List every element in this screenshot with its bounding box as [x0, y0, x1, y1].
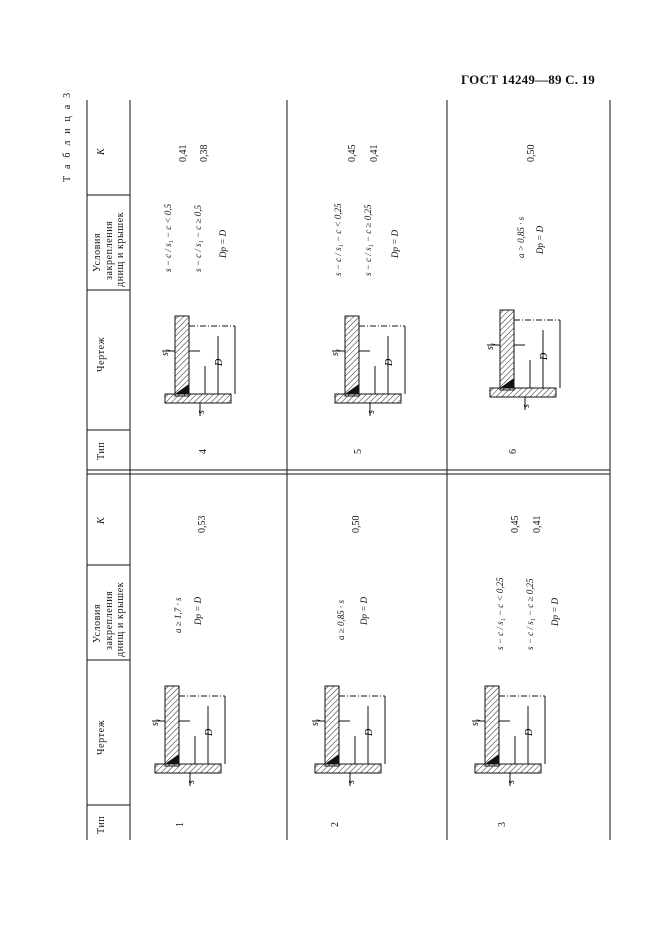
drawing-label-s: s	[521, 404, 532, 408]
drawing-label-s1: s₁	[160, 348, 171, 356]
k-3-b: 0,41	[532, 515, 543, 533]
type-3: 3	[497, 822, 508, 827]
document-header: ГОСТ 14249—89 С. 19	[461, 72, 595, 87]
header-type-top: Тип	[96, 441, 107, 460]
cond-3-3: Dр = D	[550, 597, 560, 626]
header-conditions-bottom-1: Условия	[92, 603, 103, 643]
k-3-a: 0,45	[510, 515, 521, 533]
cond-4-2: s − c / s₁ − c ≥ 0,5	[193, 205, 203, 272]
header-conditions-bottom-2: закрепления	[104, 590, 115, 650]
type-6: 6	[508, 449, 519, 454]
cond-3-1: s − c / s₁ − c < 0,25	[495, 577, 505, 650]
k-4-b: 0,38	[199, 144, 210, 162]
type-4: 4	[198, 449, 209, 454]
engineering-drawing-6	[470, 686, 545, 786]
k-1: 0,53	[197, 515, 208, 533]
cond-4-1: s − c / s₁ − c < 0,5	[163, 203, 173, 272]
engineering-drawing-2	[330, 316, 405, 416]
k-2: 0,50	[351, 515, 362, 533]
type-2: 2	[330, 822, 341, 827]
drawing-label-s1: s₁	[485, 342, 496, 350]
engineering-drawing-5	[310, 686, 385, 786]
drawing-label-d: D	[204, 728, 215, 736]
cond-5-3: Dр = D	[390, 229, 400, 258]
k-6: 0,50	[526, 144, 537, 162]
engineering-drawing-3	[485, 310, 560, 410]
engineering-drawing-1	[160, 316, 235, 416]
drawing-label-s: s	[366, 410, 377, 414]
type-5: 5	[353, 449, 364, 454]
header-conditions-top-2: закрепления	[104, 220, 115, 280]
drawing-label-s1: s₁	[150, 718, 161, 726]
cond-1-2: Dр = D	[193, 596, 203, 625]
drawing-label-s: s	[346, 780, 357, 784]
k-5-b: 0,41	[369, 144, 380, 162]
cond-2-1: a ≥ 0,85 · s	[336, 600, 346, 640]
header-conditions-top-1: Условия	[92, 232, 103, 272]
cond-6-2: Dр = D	[535, 225, 545, 254]
cond-6-1: a > 0,85 · s	[516, 216, 526, 258]
drawing-label-d: D	[384, 358, 395, 366]
drawing-label-d: D	[364, 728, 375, 736]
header-k-top: K	[96, 147, 107, 155]
type-1: 1	[175, 822, 186, 827]
header-conditions-top-3: днищ и крышек	[115, 211, 126, 287]
drawing-label-s1: s₁	[310, 718, 321, 726]
header-k-bottom: K	[96, 516, 107, 524]
drawing-label-s1: s₁	[470, 718, 481, 726]
drawing-label-s: s	[186, 780, 197, 784]
engineering-drawing-4	[150, 686, 225, 786]
cond-4-3: Dр = D	[218, 229, 228, 258]
k-4-a: 0,41	[178, 144, 189, 162]
k-5-a: 0,45	[347, 144, 358, 162]
drawing-label-d: D	[214, 358, 225, 366]
drawing-label-d: D	[524, 728, 535, 736]
cond-2-2: Dр = D	[359, 596, 369, 625]
table-caption: Т а б л и ц а 3	[62, 90, 73, 182]
header-conditions-bottom-3: днищ и крышек	[115, 581, 126, 657]
cond-5-2: s − c / s₁ − c ≥ 0,25	[363, 204, 373, 276]
drawing-label-s: s	[506, 780, 517, 784]
drawing-label-d: D	[539, 352, 550, 360]
cond-1-1: a ≥ 1,7 · s	[173, 597, 183, 633]
cond-3-2: s − c / s₁ − c ≥ 0,25	[525, 578, 535, 650]
drawing-label-s: s	[196, 410, 207, 414]
header-type-bottom: Тип	[96, 815, 107, 834]
header-drawing-bottom: Чертеж	[96, 719, 107, 755]
drawing-label-s1: s₁	[330, 348, 341, 356]
cond-5-1: s − c / s₁ − c < 0,25	[333, 203, 343, 276]
header-drawing-top: Чертеж	[96, 336, 107, 372]
